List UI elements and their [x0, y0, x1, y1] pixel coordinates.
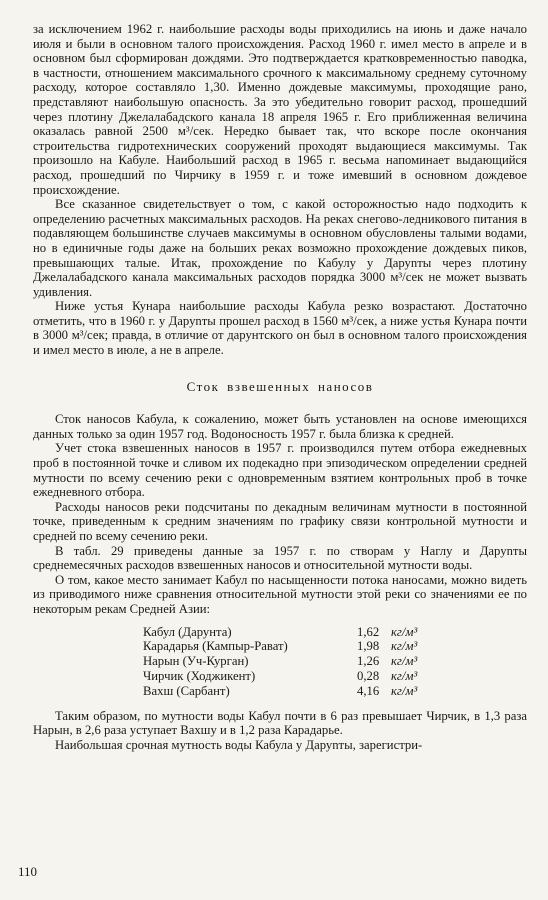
paragraph-3: Ниже устья Кунара наибольшие расходы Кабула резко возрастают. Достаточно отметить, что в 1960 г. у Даруnты прошел расход в 1560 м³/сек, а ниже устья Кунара почти в 3000 м³/сек; правда, в отличие от дарунтского он был в основном талого происхождения и имел место в июле, а не в апреле.: [33, 299, 527, 358]
table-row: [143, 669, 417, 684]
paragraph-1: за исключением 1962 г. наибольшие расходы воды приходились на июнь и даже начало июля и были в основном талого происхождения. Расход 1960 г. имел место в апреле и в основном был сформирован дождями. Это подтверждается кратковременностью паводка, в частности, отношением максимального срочного к максимальному среднему суточному расходу, которое составляло 1,30. Именно дождевые максимумы, проходящие рано, представляют наибольшую опасность. За это убедительно говорит расход, прошедший через плотину Джелалабадского канала 18 апреля 1965 г. Его приближенная величина оказалась равной 2500 м³/сек. Нередко бывает так, что вскоре после окончания строительства гидротехнических сооружений проходят выдающиеся максимумы. Так произошло на Кабуле. Наибольший расход в 1965 г. весьма напоминает выдающийся расход, прошедший по Чирчику в 1959 г. и тоже имевший в основном дождевое происхождение.: [33, 22, 527, 197]
paragraph-9: Таким образом, по мутности воды Кабул почти в 6 раз превышает Чирчик, в 1,3 раза Нарын, в 2,6 раза уступает Вахшу и в 1,2 раза Карадарье.: [33, 708, 527, 738]
turbidity-value: 0,28: [357, 668, 380, 683]
river-name: Кабул (Дарунта): [143, 624, 232, 639]
river-name: Вахш (Сарбант): [143, 683, 230, 698]
turbidity-value: 1,62: [357, 624, 380, 639]
paragraph-10: Наибольшая срочная мутность воды Кабула у Даруnты, зарегистри-: [55, 737, 423, 752]
paragraph-6: Расходы наносов реки подсчитаны по декадным величинам мутности в постоянной точке, приведенным к средним значениям по графику связи контрольной мутности и средней по всему сечению реки.: [33, 499, 527, 543]
turbidity-value: 1,26: [357, 654, 380, 669]
table-row: [143, 625, 417, 640]
table-row: [143, 654, 417, 669]
page-number: 110: [18, 864, 38, 879]
turbidity-value: 1,98: [357, 639, 380, 654]
sediment-table: [143, 625, 417, 699]
unit-label: кг/м³: [391, 639, 418, 654]
river-name: Чирчик (Ходжикент): [143, 668, 256, 683]
text-column: [33, 22, 527, 752]
paragraph-8: О том, какое место занимает Кабул по насыщенности потока наносами, можно видеть из приводимого ниже сравнения относительной мутности этой реки со значениями ее по некоторым рекам Средней Азии:: [33, 572, 527, 616]
unit-label: кг/м³: [391, 654, 418, 669]
unit-label: кг/м³: [391, 668, 418, 683]
paragraph-2: Все сказанное свидетельствует о том, с какой осторожностью надо подходить к определению расчетных максимальных расходов. На реках снегово-ледникового питания в подавляющем большинстве случаев максимумы в основном обусловлены талыми водами, но в единичные годы даже на больших реках возможно прохождение дождевых пиков, превышающих талые. Итак, прохождение по Кабулу у Даруnты через плотину Джелалабадского канала максимальных расходов порядка 3000 м³/сек не может вызвать удивления.: [33, 197, 527, 299]
table-row: [143, 684, 417, 699]
unit-label: кг/м³: [391, 683, 418, 698]
turbidity-value: 4,16: [357, 683, 380, 698]
paragraph-4: Сток наносов Кабула, к сожалению, может быть установлен на основе имеющихся данных только за один 1957 год. Водоносность 1957 г. была близка к средней.: [33, 412, 527, 441]
paragraph-5: Учет стока взвешенных наносов в 1957 г. производился путем отбора ежедневных проб в постоянной точке и сливом их подекадно при эпизодическом определении средней мутности по всему сечению реки с одновременным взятием контрольных проб в точке ежедневного отбора.: [33, 441, 527, 500]
paragraph-7: В табл. 29 приведены данные за 1957 г. по створам у Наглу и Даруnты среднемесячных расходов взвешенных наносов и относительной мутности воды.: [33, 543, 527, 573]
section-heading: Сток взвешенных наносов: [186, 378, 374, 394]
unit-label: кг/м³: [391, 624, 418, 639]
table-row: [143, 639, 417, 654]
river-name: Карадарья (Кампыр-Рават): [143, 639, 288, 654]
river-name: Нарын (Уч-Курган): [143, 654, 249, 669]
